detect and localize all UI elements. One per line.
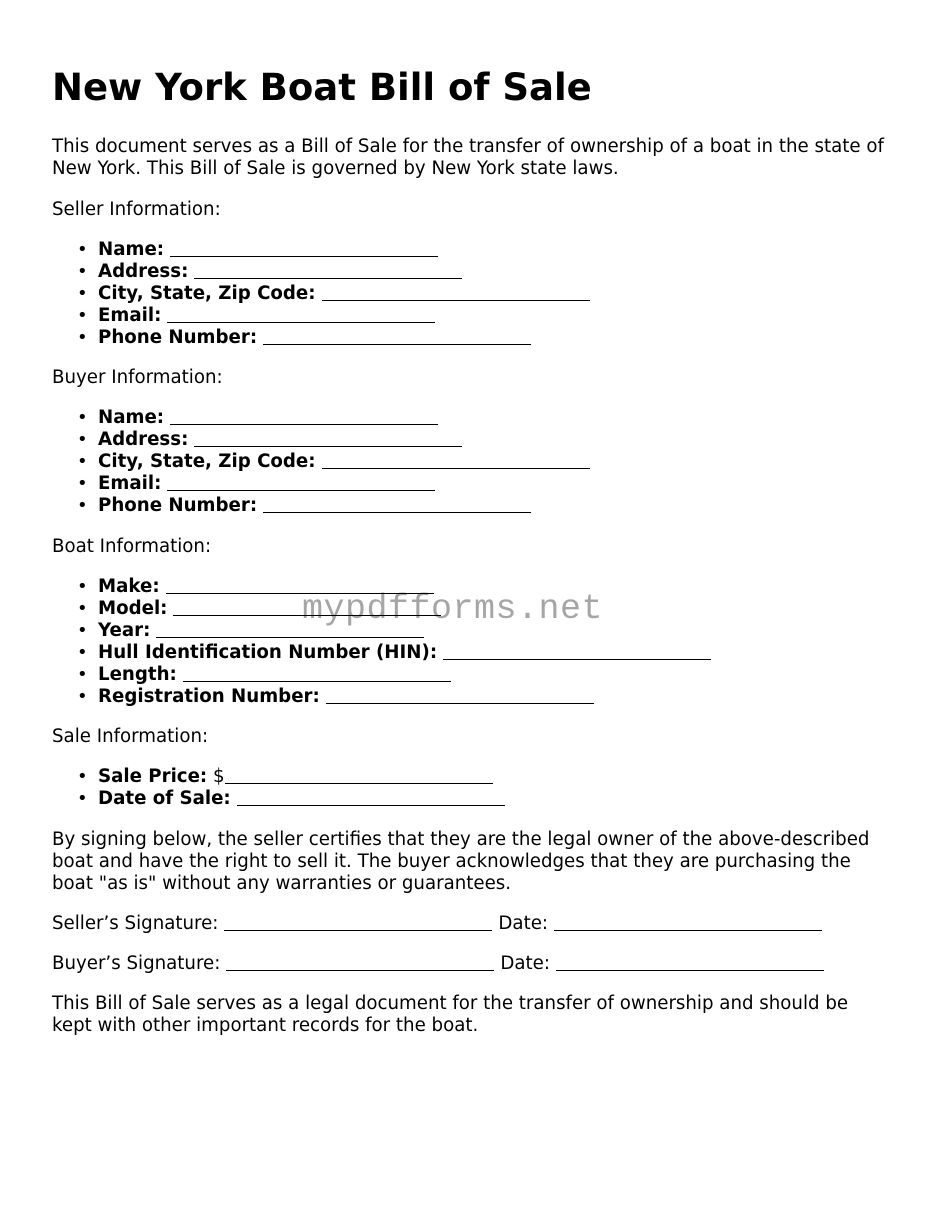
boat-make-field[interactable]: • Make: <box>52 576 711 598</box>
seller-signature-label: Seller’s Signature: <box>52 913 219 934</box>
buyer-address-field[interactable]: • Address: <box>52 429 590 451</box>
intro-paragraph: This document serves as a Bill of Sale for the transfer of ownership of a boat in the state of New York. This Bill of Sale is governed by New York state laws. <box>52 136 884 179</box>
fill-line[interactable] <box>194 445 462 447</box>
bullet-icon: • <box>77 429 88 450</box>
fill-line[interactable] <box>170 423 438 425</box>
fill-line[interactable] <box>225 782 493 784</box>
seller-phone-field[interactable]: • Phone Number: <box>52 327 590 349</box>
document-title: New York Boat Bill of Sale <box>52 66 592 109</box>
fill-line[interactable] <box>156 636 424 638</box>
boat-year-field[interactable]: • Year: <box>52 620 711 642</box>
sale-field-list <box>52 766 505 810</box>
bullet-icon: • <box>77 766 88 787</box>
seller-email-field[interactable]: • Email: <box>52 305 590 327</box>
buyer-section-heading: Buyer Information: <box>52 367 223 388</box>
boat-registration-field[interactable]: • Registration Number: <box>52 686 711 708</box>
buyer-signature-row <box>52 953 830 975</box>
seller-date-label: Date: <box>498 913 549 934</box>
boat-model-field[interactable]: • Model: <box>52 598 711 620</box>
fill-line[interactable] <box>194 277 462 279</box>
sale-date-field[interactable]: • Date of Sale: <box>52 788 505 810</box>
bullet-icon: • <box>77 495 88 516</box>
bullet-icon: • <box>77 327 88 348</box>
bullet-icon: • <box>77 305 88 326</box>
buyer-email-field[interactable]: • Email: <box>52 473 590 495</box>
fill-line[interactable] <box>237 804 505 806</box>
fill-line[interactable] <box>326 702 594 704</box>
fill-line[interactable] <box>443 658 711 660</box>
seller-field-list <box>52 239 590 349</box>
buyer-date-line[interactable] <box>556 969 824 971</box>
fill-line[interactable] <box>167 489 435 491</box>
currency-symbol: $ <box>213 766 225 787</box>
fill-line[interactable] <box>263 511 531 513</box>
fill-line[interactable] <box>322 467 590 469</box>
boat-hin-field[interactable]: • Hull Identification Number (HIN): <box>52 642 711 664</box>
seller-date-line[interactable] <box>554 929 822 931</box>
fill-line[interactable] <box>263 343 531 345</box>
seller-name-field[interactable]: • Name: <box>52 239 590 261</box>
seller-city-state-zip-field[interactable]: • City, State, Zip Code: <box>52 283 590 305</box>
boat-section-heading: Boat Information: <box>52 536 212 557</box>
bullet-icon: • <box>77 686 88 707</box>
seller-signature-line[interactable] <box>224 929 492 931</box>
buyer-phone-field[interactable]: • Phone Number: <box>52 495 590 517</box>
bullet-icon: • <box>77 261 88 282</box>
bullet-icon: • <box>77 283 88 304</box>
buyer-city-state-zip-field[interactable]: • City, State, Zip Code: <box>52 451 590 473</box>
seller-section-heading: Seller Information: <box>52 199 221 220</box>
buyer-field-list <box>52 407 590 517</box>
bullet-icon: • <box>77 788 88 809</box>
certification-paragraph: By signing below, the seller certifies that they are the legal owner of the above-described boat and have the right to sell it. The buyer acknowledges that they are purchasing the boat "as is" without any warranties or guarantees. <box>52 829 870 894</box>
bullet-icon: • <box>77 239 88 260</box>
sale-price-field[interactable]: • Sale Price: $ <box>52 766 505 788</box>
bullet-icon: • <box>77 407 88 428</box>
bullet-icon: • <box>77 642 88 663</box>
bullet-icon: • <box>77 598 88 619</box>
fill-line[interactable] <box>167 321 435 323</box>
bullet-icon: • <box>77 473 88 494</box>
sale-section-heading: Sale Information: <box>52 726 209 747</box>
boat-length-field[interactable]: • Length: <box>52 664 711 686</box>
fill-line[interactable] <box>170 255 438 257</box>
bullet-icon: • <box>77 451 88 472</box>
buyer-name-field[interactable]: • Name: <box>52 407 590 429</box>
bullet-icon: • <box>77 664 88 685</box>
fill-line[interactable] <box>322 299 590 301</box>
buyer-signature-label: Buyer’s Signature: <box>52 953 221 974</box>
bullet-icon: • <box>77 576 88 597</box>
bullet-icon: • <box>77 620 88 641</box>
fill-line[interactable] <box>183 680 451 682</box>
closing-paragraph: This Bill of Sale serves as a legal document for the transfer of ownership and should be kept with other important records for the boat. <box>52 993 849 1036</box>
seller-signature-row <box>52 913 828 935</box>
buyer-signature-line[interactable] <box>226 969 494 971</box>
seller-address-field[interactable]: • Address: <box>52 261 590 283</box>
buyer-date-label: Date: <box>500 953 550 974</box>
watermark-text: mypdfforms.net <box>302 589 604 629</box>
